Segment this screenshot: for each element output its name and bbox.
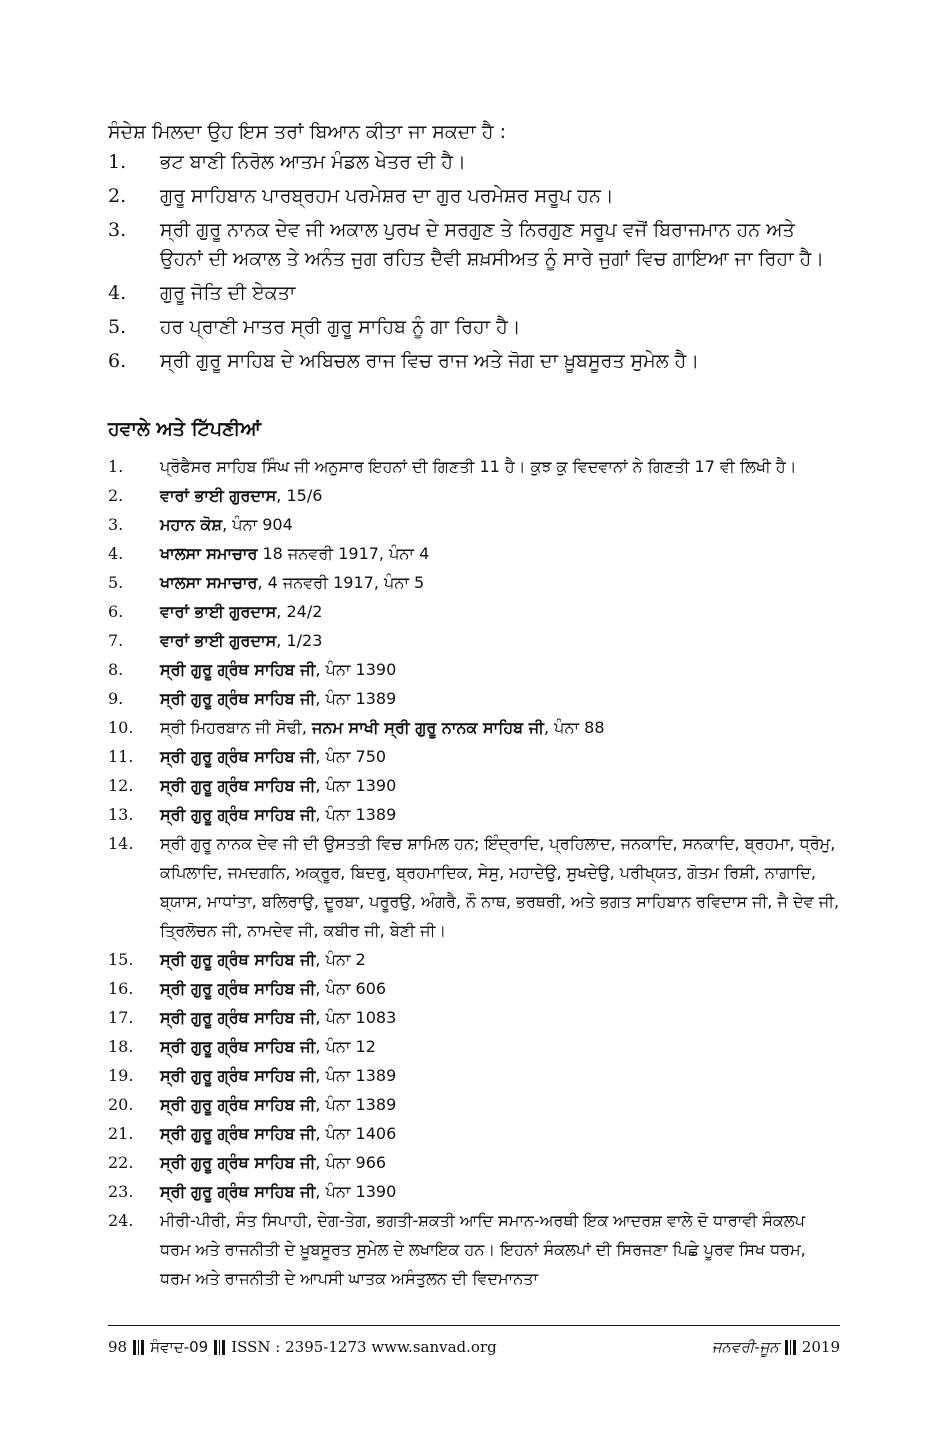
reference-source-title: ਸ੍ਰੀ ਗੁਰੂ ਗ੍ਰੰਥ ਸਾਹਿਬ ਜੀ [160, 747, 316, 766]
reference-item [108, 1090, 840, 1119]
reference-detail: , ਪੰਨਾ 966 [315, 1153, 387, 1172]
reference-source-title: ਸ੍ਰੀ ਗੁਰੂ ਗ੍ਰੰਥ ਸਾਹਿਬ ਜੀ [160, 805, 316, 824]
reference-text [160, 510, 840, 539]
footer-right [712, 1338, 840, 1356]
reference-number: 3. [108, 515, 124, 534]
reference-text [160, 713, 840, 742]
reference-detail: , ਪੰਨਾ 1390 [315, 1182, 397, 1201]
issue-months: ਜਨਵਰੀ-ਜੂਨ [711, 1338, 779, 1356]
reference-source-title: ਸ੍ਰੀ ਗੁਰੂ ਗ੍ਰੰਥ ਸਾਹਿਬ ਜੀ [160, 1124, 316, 1143]
reference-source-title: ਸ੍ਰੀ ਗੁਰੂ ਗ੍ਰੰਥ ਸਾਹਿਬ ਜੀ [160, 950, 316, 969]
issue-year: 2019 [801, 1338, 840, 1356]
reference-item [108, 568, 840, 597]
reference-source-title: ਸ੍ਰੀ ਗੁਰੂ ਗ੍ਰੰਥ ਸਾਹਿਬ ਜੀ [160, 1095, 316, 1114]
reference-number: 19. [108, 1066, 134, 1085]
reference-source-title: ਸ੍ਰੀ ਗੁਰੂ ਗ੍ਰੰਥ ਸਾਹਿਬ ਜੀ [160, 1066, 316, 1085]
reference-text [160, 974, 840, 1003]
item-number: 4. [108, 282, 127, 304]
reference-item [108, 655, 840, 684]
reference-text [160, 1003, 840, 1032]
reference-number: 6. [108, 602, 124, 621]
reference-detail: , ਪੰਨਾ 1083 [315, 1008, 397, 1027]
reference-source-title: ਮਹਾਨ ਕੋਸ਼ [160, 515, 223, 534]
reference-number: 14. [108, 834, 134, 853]
reference-item [108, 1177, 840, 1206]
reference-detail: , ਪੰਨਾ 1389 [315, 689, 397, 708]
summary-item [108, 347, 840, 376]
reference-plain: ਸ੍ਰੀ ਮਿਹਰਬਾਨ ਜੀ ਸੋਢੀ, [160, 718, 312, 737]
separator-bars-icon [785, 1340, 796, 1355]
reference-text [160, 1206, 840, 1293]
issn-website: ISSN : 2395-1273 www.sanvad.org [231, 1338, 497, 1356]
reference-detail: , ਪੰਨਾ 1406 [315, 1124, 397, 1143]
reference-text [160, 597, 840, 626]
references-list [108, 452, 840, 1293]
item-text: ਗੁਰੂ ਸਾਹਿਬਾਨ ਪਾਰਬ੍ਰਹਮ ਪਰਮੇਸ਼ਰ ਦਾ ਗੁਰ ਪਰਮੇਸ਼ਰ ਸਰੂਪ ਹਨ। [160, 185, 614, 207]
reference-number: 15. [108, 950, 134, 969]
reference-text [160, 1032, 840, 1061]
reference-source-title: ਵਾਰਾਂ ਭਾਈ ਗੁਰਦਾਸ [160, 602, 277, 621]
reference-number: 9. [108, 689, 124, 708]
reference-item [108, 829, 840, 945]
reference-detail: , ਪੰਨਾ 1389 [315, 805, 397, 824]
reference-detail: , ਪੰਨਾ 88 [543, 718, 605, 737]
reference-text [160, 539, 840, 568]
reference-detail: , ਪੰਨਾ 1390 [315, 776, 397, 795]
reference-number: 5. [108, 573, 124, 592]
reference-text [160, 771, 840, 800]
summary-item [108, 216, 840, 274]
reference-text [160, 1061, 840, 1090]
reference-text [160, 829, 840, 945]
reference-detail: 18 ਜਨਵਰੀ 1917, ਪੰਨਾ 4 [257, 544, 430, 563]
reference-item [108, 481, 840, 510]
footer-left [108, 1338, 497, 1356]
item-text: ਸ੍ਰੀ ਗੁਰੂ ਨਾਨਕ ਦੇਵ ਜੀ ਅਕਾਲ ਪੁਰਖ ਦੇ ਸਰਗੁਣ ਤੇ ਨਿਰਗੁਣ ਸਰੂਪ ਵਜੋਂ ਬਿਰਾਜਮਾਨ ਹਨ ਅਤੇ ਉਹਨਾਂ ਦੀ ਅਕਾਲ ਤੇ ਅਨੰਤ ਜੁਗ ਰਹਿਤ ਦੈਵੀ ਸ਼ਖ਼ਸੀਅਤ ਨੂੰ ਸਾਰੇ ਜੁਗਾਂ ਵਿਚ ਗਾਇਆ ਜਾ ਰਿਹਾ ਹੈ। [160, 219, 825, 270]
item-text: ਹਰ ਪ੍ਰਾਣੀ ਮਾਤਰ ਸ੍ਰੀ ਗੁਰੂ ਸਾਹਿਬ ਨੂੰ ਗਾ ਰਿਹਾ ਹੈ। [160, 316, 521, 338]
reference-text [160, 655, 840, 684]
reference-number: 20. [108, 1095, 134, 1114]
reference-text [160, 684, 840, 713]
reference-source-title: ਸ੍ਰੀ ਗੁਰੂ ਗ੍ਰੰਥ ਸਾਹਿਬ ਜੀ [160, 1037, 316, 1056]
item-text: ਭਟ ਬਾਣੀ ਨਿਰੋਲ ਆਤਮ ਮੰਡਲ ਖੇਤਰ ਦੀ ਹੈ। [160, 151, 466, 173]
reference-source-title: ਵਾਰਾਂ ਭਾਈ ਗੁਰਦਾਸ [160, 486, 277, 505]
reference-source-title: ਜਨਮ ਸਾਖੀ ਸ੍ਰੀ ਗੁਰੂ ਨਾਨਕ ਸਾਹਿਬ ਜੀ [312, 718, 544, 737]
reference-number: 18. [108, 1037, 134, 1056]
reference-detail: , 15/6 [276, 486, 323, 505]
section-heading: ਹਵਾਲੇ ਅਤੇ ਟਿੱਪਣੀਆਂ [108, 418, 261, 440]
reference-item [108, 974, 840, 1003]
reference-text [160, 568, 840, 597]
reference-item [108, 1206, 840, 1293]
reference-text [160, 481, 840, 510]
reference-source-title: ਸ੍ਰੀ ਗੁਰੂ ਗ੍ਰੰਥ ਸਾਹਿਬ ਜੀ [160, 979, 316, 998]
summary-item [108, 279, 840, 308]
reference-detail: , ਪੰਨਾ 1389 [315, 1066, 397, 1085]
reference-text [160, 1119, 840, 1148]
reference-number: 12. [108, 776, 134, 795]
separator-bars-icon [214, 1340, 225, 1355]
reference-number: 4. [108, 544, 124, 563]
reference-number: 21. [108, 1124, 134, 1143]
item-number: 5. [108, 316, 127, 338]
reference-item [108, 1148, 840, 1177]
reference-number: 10. [108, 718, 134, 737]
reference-source-title: ਸ੍ਰੀ ਗੁਰੂ ਗ੍ਰੰਥ ਸਾਹਿਬ ਜੀ [160, 776, 316, 795]
reference-detail: , 24/2 [276, 602, 323, 621]
reference-detail: , 4 ਜਨਵਰੀ 1917, ਪੰਨਾ 5 [257, 573, 425, 592]
reference-source-title: ਸ੍ਰੀ ਗੁਰੂ ਗ੍ਰੰਥ ਸਾਹਿਬ ਜੀ [160, 689, 316, 708]
item-text: ਗੁਰੂ ਜੋਤਿ ਦੀ ਏਕਤਾ [160, 282, 296, 304]
reference-source-title: ਸ੍ਰੀ ਗੁਰੂ ਗ੍ਰੰਥ ਸਾਹਿਬ ਜੀ [160, 1153, 316, 1172]
item-text: ਸ੍ਰੀ ਗੁਰੂ ਸਾਹਿਬ ਦੇ ਅਬਿਚਲ ਰਾਜ ਵਿਚ ਰਾਜ ਅਤੇ ਜੋਗ ਦਾ ਖ਼ੂਬਸੂਰਤ ਸੁਮੇਲ ਹੈ। [160, 350, 700, 372]
summary-item [108, 148, 840, 177]
reference-item [108, 1003, 840, 1032]
reference-number: 8. [108, 660, 124, 679]
reference-detail: , ਪੰਨਾ 606 [315, 979, 387, 998]
reference-item [108, 742, 840, 771]
reference-plain: ਸ੍ਰੀ ਗੁਰੂ ਨਾਨਕ ਦੇਵ ਜੀ ਦੀ ਉਸਤਤੀ ਵਿਚ ਸ਼ਾਮਿਲ ਹਨ; ਇੰਦ੍ਰਾਦਿ, ਪ੍ਰਹਿਲਾਦ, ਜਨਕਾਦਿ, ਸਨਕਾਦਿ, ਬ੍ਰਹਮਾ, ਧ੍ਰੋਮੁ, ਕਪਿਲਾਦਿ, ਜਮਦਗਨਿ, ਅਕ੍ਰੂਰ, ਬਿਦਰੁ, ਬ੍ਰਹਮਾਦਿਕ, ਸੇਸੁ, ਮਹਾਦੇਉ, ਸੁਖਦੇਉ, ਪਰੀਖ੍ਯਤ, ਗੋਤਮ ਰਿਸ਼ੀ, ਨਾਗਾਦਿ, ਬ੍ਯਾਸ, ਮਾਧਾਂਤਾ, ਬਲਿਰਾਉ, ਦੂਰਬਾ, ਪਰੂਰਉ, ਅੰਗਰੈ, ਨੌ ਨਾਥ, ਭਰਥਰੀ, ਅਤੇ ਭਗਤ ਸਾਹਿਬਾਨ ਰਵਿਦਾਸ ਜੀ, ਜੈ ਦੇਵ ਜੀ, ਤ੍ਰਿਲੋਚਨ ਜੀ, ਨਾਮਦੇਵ ਜੀ, ਕਬੀਰ ਜੀ, ਬੇਣੀ ਜੀ। [160, 834, 840, 940]
summary-item [108, 313, 840, 342]
reference-source-title: ਸ੍ਰੀ ਗੁਰੂ ਗ੍ਰੰਥ ਸਾਹਿਬ ਜੀ [160, 660, 316, 679]
reference-number: 17. [108, 1008, 134, 1027]
reference-item [108, 800, 840, 829]
reference-detail: , ਪੰਨਾ 1390 [315, 660, 397, 679]
item-number: 1. [108, 151, 127, 173]
reference-text [160, 1177, 840, 1206]
reference-item [108, 510, 840, 539]
reference-number: 24. [108, 1211, 134, 1230]
reference-number: 11. [108, 747, 134, 766]
journal-name: ਸੰਵਾਦ-09 [150, 1338, 209, 1356]
reference-item [108, 1061, 840, 1090]
reference-source-title: ਖਾਲਸਾ ਸਮਾਚਾਰ [160, 544, 258, 563]
reference-item [108, 1119, 840, 1148]
intro-text: ਸੰਦੇਸ਼ ਮਿਲਦਾ ਉਹ ਇਸ ਤਰਾਂ ਬਿਆਨ ਕੀਤਾ ਜਾ ਸਕਦਾ ਹੈ : [108, 121, 506, 143]
reference-source-title: ਸ੍ਰੀ ਗੁਰੂ ਗ੍ਰੰਥ ਸਾਹਿਬ ਜੀ [160, 1182, 316, 1201]
reference-source-title: ਖਾਲਸਾ ਸਮਾਚਾਰ [160, 573, 258, 592]
reference-item [108, 684, 840, 713]
reference-item [108, 597, 840, 626]
page-number: 98 [108, 1338, 128, 1356]
reference-text [160, 945, 840, 974]
reference-detail: , ਪੰਨਾ 1389 [315, 1095, 397, 1114]
reference-number: 13. [108, 805, 134, 824]
item-number: 2. [108, 185, 127, 207]
reference-item [108, 626, 840, 655]
reference-detail: , 1/23 [276, 631, 323, 650]
reference-text [160, 452, 840, 481]
summary-item [108, 182, 840, 211]
reference-number: 22. [108, 1153, 134, 1172]
reference-detail: , ਪੰਨਾ 904 [222, 515, 293, 534]
reference-text [160, 742, 840, 771]
reference-item [108, 452, 840, 481]
page-footer [108, 1325, 840, 1356]
reference-number: 23. [108, 1182, 134, 1201]
reference-text [160, 1090, 840, 1119]
reference-item [108, 945, 840, 974]
reference-detail: , ਪੰਨਾ 12 [315, 1037, 376, 1056]
reference-item [108, 713, 840, 742]
reference-item [108, 539, 840, 568]
reference-item [108, 1032, 840, 1061]
reference-source-title: ਵਾਰਾਂ ਭਾਈ ਗੁਰਦਾਸ [160, 631, 277, 650]
reference-plain: ਮੀਰੀ-ਪੀਰੀ, ਸੰਤ ਸਿਪਾਹੀ, ਦੇਗ-ਤੇਗ, ਭਗਤੀ-ਸ਼ਕਤੀ ਆਦਿ ਸਮਾਨ-ਅਰਥੀ ਇਕ ਆਦਰਸ਼ ਵਾਲੇ ਦੋ ਧਾਰਾਵੀ ਸੰਕਲਪ ਧਰਮ ਅਤੇ ਰਾਜਨੀਤੀ ਦੇ ਖ਼ੂਬਸੂਰਤ ਸੁਮੇਲ ਦੇ ਲਖਾਇਕ ਹਨ। ਇਹਨਾਂ ਸੰਕਲਪਾਂ ਦੀ ਸਿਰਜਣਾ ਪਿਛੇ ਪੂਰਵ ਸਿਖ ਧਰਮ, ਧਰਮ ਅਤੇ ਰਾਜਨੀਤੀ ਦੇ ਆਪਸੀ ਘਾਤਕ ਅਸੰਤੁਲਨ ਦੀ ਵਿਦਮਾਨਤਾ [160, 1211, 806, 1288]
reference-number: 1. [108, 457, 124, 476]
reference-number: 2. [108, 486, 124, 505]
item-number: 3. [108, 219, 127, 241]
item-number: 6. [108, 350, 127, 372]
page-body [108, 118, 840, 1293]
reference-text [160, 626, 840, 655]
reference-text [160, 1148, 840, 1177]
reference-plain: ਪ੍ਰੋਫੈਸਰ ਸਾਹਿਬ ਸਿੰਘ ਜੀ ਅਨੁਸਾਰ ਇਹਨਾਂ ਦੀ ਗਿਣਤੀ 11 ਹੈ। ਕੁਝ ਕੁ ਵਿਦਵਾਨਾਂ ਨੇ ਗਿਣਤੀ 17 ਵੀ ਲਿਖੀ ਹੈ। [160, 457, 797, 476]
reference-number: 16. [108, 979, 134, 998]
reference-number: 7. [108, 631, 124, 650]
reference-detail: , ਪੰਨਾ 2 [315, 950, 366, 969]
reference-source-title: ਸ੍ਰੀ ਗੁਰੂ ਗ੍ਰੰਥ ਸਾਹਿਬ ਜੀ [160, 1008, 316, 1027]
separator-bars-icon [133, 1340, 144, 1355]
reference-detail: , ਪੰਨਾ 750 [315, 747, 387, 766]
reference-item [108, 771, 840, 800]
summary-list [108, 148, 840, 376]
reference-text [160, 800, 840, 829]
